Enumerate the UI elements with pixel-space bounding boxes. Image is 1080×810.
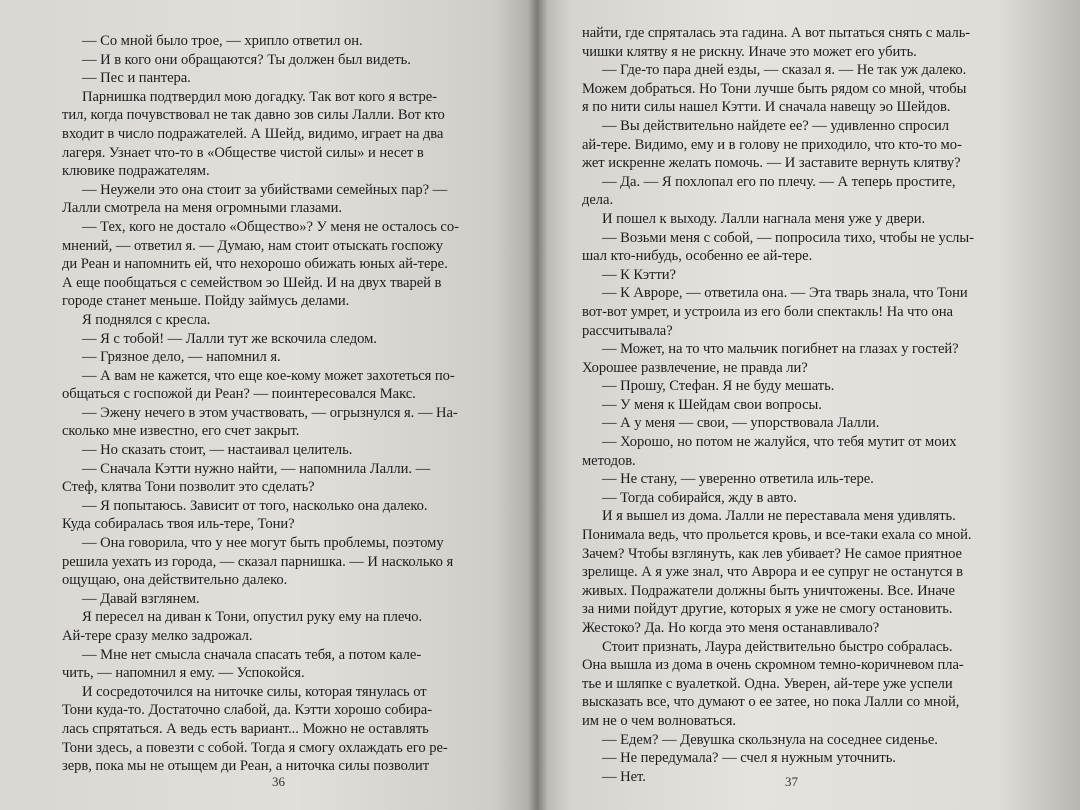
text-line: живых. Подражатели должны быть уничтожены. Все. Иначе: [582, 582, 955, 599]
right-page-text: [582, 24, 1042, 786]
text-line: зрелище. А я уже знал, что Аврора и ее супруг не останутся в: [582, 564, 963, 581]
text-line: Я пересел на диван к Тони, опустил руку ему на плечо.: [82, 609, 423, 626]
text-line: общаться с госпожой ди Реан? — поинтересовался Макс.: [62, 386, 416, 403]
text-line: Зачем? Чтобы взглянуть, как лев убивает? Не самое приятное: [582, 545, 962, 562]
text-line: Хорошее развлечение, не правда ли?: [582, 359, 808, 376]
text-line: — И в кого они обращаются? Ты должен был видеть.: [82, 51, 411, 68]
text-line: — Со мной было трое, — хрипло ответил он.: [82, 33, 363, 49]
text-line: — Тогда собирайся, жду в авто.: [602, 489, 797, 506]
text-line: им не о чем волноваться.: [582, 712, 737, 729]
left-page: [0, 0, 538, 810]
text-line: — К Кэтти?: [602, 266, 676, 283]
text-line: — У меня к Шейдам свои вопросы.: [602, 396, 822, 413]
text-line: Она вышла из дома в очень скромном темно-коричневом пла-: [582, 657, 964, 674]
text-line: клювике подражателям.: [62, 163, 210, 180]
text-line: — Неужели это она стоит за убийствами семейных пар? —: [82, 181, 448, 198]
text-line: — К Авроре, — ответила она. — Эта тварь знала, что Тони: [602, 285, 968, 302]
text-line: — Она говорила, что у нее могут быть проблемы, поэтому: [82, 535, 444, 552]
text-line: — Я попытаюсь. Зависит от того, насколько она далеко.: [82, 497, 428, 514]
text-line: Можем добраться. Но Тони лучше быть рядом со мной, чтобы: [582, 80, 967, 97]
text-line: — Не стану, — уверенно ответила иль-тере.: [602, 471, 874, 488]
left-page-text: [62, 32, 502, 776]
right-page-number: 37: [785, 774, 798, 789]
text-line: — Я с тобой! — Лалли тут же вскочила следом.: [82, 330, 377, 347]
text-line: И я вышел из дома. Лалли не переставала меня удивлять.: [602, 508, 956, 525]
text-line: — Эжену нечего в этом участвовать, — огрызнулся я. — На-: [82, 404, 458, 421]
text-line: ай-тере. Видимо, ему и в голову не приходило, что кто-то мо-: [582, 136, 962, 153]
text-line: Я поднялся с кресла.: [82, 311, 211, 328]
text-line: — Прошу, Стефан. Я не буду мешать.: [602, 378, 835, 395]
text-line: тье и шляпке с вуалеткой. Одна. Уверен, ай-тере уже успели: [582, 675, 953, 692]
text-line: — Едем? — Девушка скользнула на соседнее сиденье.: [602, 731, 938, 748]
text-line: — Но сказать стоит, — настаивал целитель.: [82, 442, 353, 459]
text-line: мнений, — ответил я. — Думаю, нам стоит отыскать госпожу: [62, 237, 443, 254]
text-line: — Может, на то что мальчик погибнет на глазах у гостей?: [602, 341, 959, 358]
text-line: Стоит признать, Лаура действительно быстро собралась.: [602, 638, 953, 655]
text-line: — Не передумала? — счел я нужным уточнить.: [602, 750, 896, 767]
text-line: А еще пообщаться с семейством эо Шейд. И на двух тварей в: [62, 274, 442, 291]
left-page-number: 36: [272, 774, 285, 789]
text-line: шал кто-нибудь, особенно ее ай-тере.: [582, 248, 813, 265]
text-line: чить, — напомнил я ему. — Успокойся.: [62, 665, 305, 682]
text-line: Парнишка подтвердил мою догадку. Так вот кого я встре-: [82, 88, 437, 105]
text-line: — Грязное дело, — напомнил я.: [82, 349, 281, 366]
right-page: [538, 0, 1080, 810]
text-line: дела.: [582, 192, 614, 209]
text-line: — Нет.: [602, 768, 646, 785]
text-line: жет искренне желать помочь. — И заставите вернуть клятву?: [582, 155, 961, 172]
text-line: Тони куда-то. Достаточно слабой, да. Кэтти хорошо собира-: [62, 702, 433, 719]
text-line: зерв, пока мы не отыщем ди Реан, а ниточка силы позволит: [62, 758, 430, 775]
text-line: лась спрятаться. А ведь есть вариант... Можно не оставлять: [62, 720, 429, 737]
text-line: И сосредоточился на ниточке силы, которая тянулась от: [82, 683, 427, 700]
text-line: лагеря. Узнает что-то в «Обществе чистой силы» и несет в: [62, 144, 424, 161]
text-line: сколько мне известно, его счет закрыт.: [62, 423, 300, 440]
text-line: входит в число подражателей. А Шейд, видимо, играет на два: [62, 125, 444, 142]
text-line: чишки клятву я не рискну. Иначе это может его убить.: [582, 43, 917, 60]
text-line: — Да. — Я похлопал его по плечу. — А теперь простите,: [602, 173, 956, 190]
text-line: Жестоко? Да. Но когда это меня останавливало?: [582, 620, 880, 636]
text-line: Стеф, клятва Тони позволит это сделать?: [62, 479, 315, 496]
text-line: решила уехать из города, — сказал парнишка. — И насколько я: [62, 553, 454, 570]
text-line: городе станет меньше. Пойду займусь делами.: [62, 293, 350, 310]
text-line: я по нити силы нашел Кэтти. И сначала навещу эо Шейдов.: [582, 99, 951, 116]
text-line: рассчитывала?: [582, 322, 673, 339]
text-line: — Давай взглянем.: [82, 590, 200, 607]
text-line: — Тех, кого не достало «Общество»? У меня не осталось со-: [82, 218, 459, 235]
text-line: Ай-тере сразу мелко задрожал.: [62, 628, 253, 644]
text-line: — Пес и пантера.: [82, 70, 191, 87]
text-line: Тони здесь, а повезти с собой. Тогда я смогу охлаждать его ре-: [62, 739, 448, 756]
text-line: Лалли смотрела на меня огромными глазами.: [62, 200, 342, 217]
book-gutter: [528, 0, 548, 810]
text-line: найти, где спряталась эта гадина. А вот пытаться снять с маль-: [582, 25, 971, 41]
text-line: ди Реан и напомнить ей, что нехорошо обижать юных ай-тере.: [62, 256, 448, 273]
text-line: — Хорошо, но потом не жалуйся, что тебя мутит от моих: [602, 434, 957, 451]
text-line: — Вы действительно найдете ее? — удивленно спросил: [602, 117, 950, 134]
text-line: ощущаю, она действительно далеко.: [62, 572, 288, 589]
text-line: — Сначала Кэтти нужно найти, — напомнила Лалли. —: [82, 460, 431, 477]
text-line: — Возьми меня с собой, — попросила тихо, чтобы не услы-: [602, 229, 974, 246]
text-line: Куда собиралась твоя иль-тере, Тони?: [62, 516, 295, 533]
text-line: вот-вот умрет, и устроила из его боли спектакль! На что она: [582, 303, 953, 320]
text-line: высказать все, что думают о ее затее, но пока Лалли со мной,: [582, 694, 960, 711]
text-line: тил, когда почувствовал не так давно зов силы Лалли. Вот кто: [62, 107, 445, 124]
text-line: за ними пойдут другие, которых я уже не смогу остановить.: [582, 601, 953, 618]
text-line: — Где-то пара дней езды, — сказал я. — Не так уж далеко.: [602, 62, 967, 79]
text-line: — А вам не кажется, что еще кое-кому может захотеться по-: [82, 367, 455, 384]
text-line: И пошел к выходу. Лалли нагнала меня уже у двери.: [602, 210, 926, 227]
text-line: — Мне нет смысла сначала спасать тебя, а потом кале-: [82, 646, 422, 663]
text-line: — А у меня — свои, — упорствовала Лалли.: [602, 415, 880, 432]
text-line: Понимала ведь, что прольется кровь, и все-таки ехала со мной.: [582, 527, 972, 544]
text-line: методов.: [582, 452, 636, 469]
